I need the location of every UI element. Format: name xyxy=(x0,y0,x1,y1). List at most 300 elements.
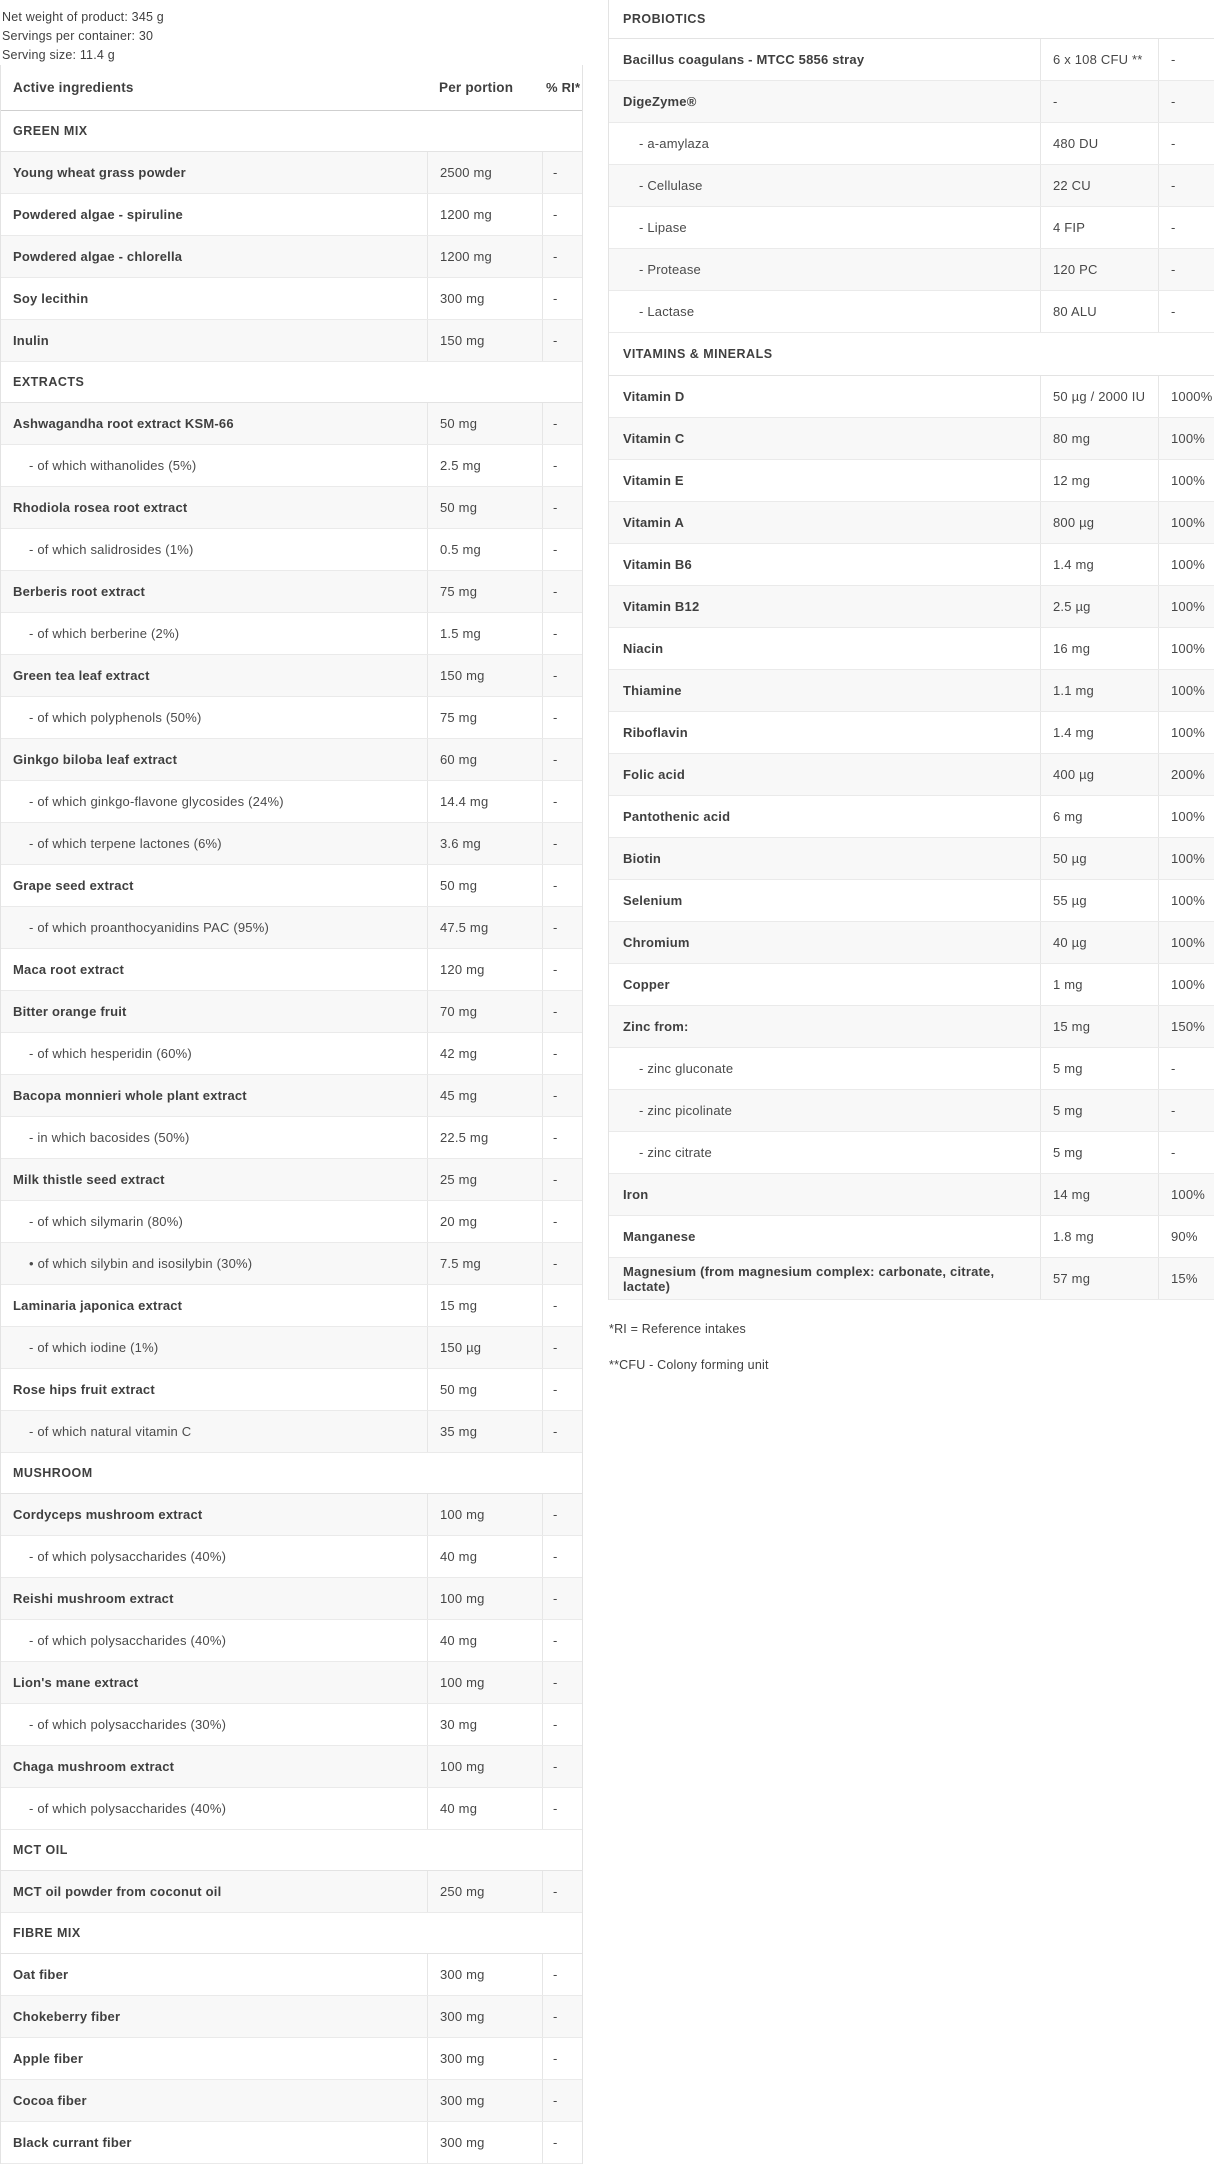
ri-value: - xyxy=(542,1954,582,1995)
ingredient-row xyxy=(1,1494,582,1536)
ri-value: 1000% xyxy=(1158,376,1214,417)
amount-value: 15 mg xyxy=(427,1285,542,1326)
ri-value: 90% xyxy=(1158,1216,1214,1257)
ingredient-subname: - of which polysaccharides (30%) xyxy=(29,1717,227,1732)
ingredient-name: Rose hips fruit extract xyxy=(13,1382,155,1397)
ingredient-row xyxy=(609,964,1214,1006)
amount-value: 50 mg xyxy=(427,865,542,906)
amount-value: 0.5 mg xyxy=(427,529,542,570)
ingredients-table-right xyxy=(608,0,1214,1394)
ingredient-subname: - of which terpene lactones (6%) xyxy=(29,836,222,851)
ingredient-row xyxy=(609,922,1214,964)
ingredient-subname: - Lactase xyxy=(639,304,695,319)
ri-value: 100% xyxy=(1158,964,1214,1005)
ingredient-row xyxy=(609,502,1214,544)
amount-value: 80 ALU xyxy=(1040,291,1158,332)
ri-value: - xyxy=(542,949,582,990)
ri-value: - xyxy=(1158,1090,1214,1131)
amount-value: 1200 mg xyxy=(427,236,542,277)
net-weight-text: Net weight of product: 345 g xyxy=(2,10,164,24)
ingredient-row xyxy=(609,754,1214,796)
ingredient-row xyxy=(1,1578,582,1620)
amount-value: 300 mg xyxy=(427,1954,542,1995)
ri-value: - xyxy=(542,865,582,906)
amount-value: 30 mg xyxy=(427,1704,542,1745)
ingredient-subname: - of which polysaccharides (40%) xyxy=(29,1633,227,1648)
amount-value: 16 mg xyxy=(1040,628,1158,669)
ri-value: - xyxy=(542,1536,582,1577)
column-header-ri: % RI* xyxy=(546,80,581,95)
amount-value: 300 mg xyxy=(427,2122,542,2163)
amount-value: 1 mg xyxy=(1040,964,1158,1005)
ri-value: - xyxy=(542,907,582,948)
right-sections-container xyxy=(609,0,1214,1300)
amount-value: 40 mg xyxy=(427,1620,542,1661)
ingredient-row xyxy=(1,1788,582,1830)
amount-value: 40 µg xyxy=(1040,922,1158,963)
ingredient-subname: - zinc gluconate xyxy=(639,1061,734,1076)
section-title: MCT OIL xyxy=(1,1830,582,1870)
ri-value: - xyxy=(542,152,582,193)
ingredient-row xyxy=(1,739,582,781)
ingredient-row xyxy=(1,236,582,278)
section-rows xyxy=(1,1953,582,2164)
servings-per-container-text: Servings per container: 30 xyxy=(2,29,154,43)
amount-value: 100 mg xyxy=(427,1578,542,1619)
ri-value: - xyxy=(542,1411,582,1452)
ri-value: 100% xyxy=(1158,712,1214,753)
ingredient-row xyxy=(609,1216,1214,1258)
ingredient-name: Zinc from: xyxy=(623,1019,689,1034)
amount-value: 100 mg xyxy=(427,1746,542,1787)
ingredient-row xyxy=(1,907,582,949)
section-title: VITAMINS & MINERALS xyxy=(609,333,1214,375)
ri-value: - xyxy=(542,1159,582,1200)
ri-value: - xyxy=(542,2080,582,2121)
amount-value: 1.5 mg xyxy=(427,613,542,654)
ingredient-row xyxy=(1,194,582,236)
ingredient-name: Milk thistle seed extract xyxy=(13,1172,165,1187)
ingredient-name: Green tea leaf extract xyxy=(13,668,150,683)
ri-value: - xyxy=(542,571,582,612)
ingredient-row xyxy=(1,949,582,991)
ri-value: - xyxy=(542,781,582,822)
section-rows xyxy=(1,151,582,362)
amount-value: 5 mg xyxy=(1040,1048,1158,1089)
amount-value: 70 mg xyxy=(427,991,542,1032)
column-header-per-portion: Per portion xyxy=(439,80,514,95)
serving-size-text: Serving size: 11.4 g xyxy=(2,48,115,62)
ri-value: 150% xyxy=(1158,1006,1214,1047)
ri-value: - xyxy=(1158,39,1214,80)
amount-value: 1.1 mg xyxy=(1040,670,1158,711)
ri-value: - xyxy=(542,487,582,528)
ri-value: 15% xyxy=(1158,1258,1214,1299)
amount-value: 480 DU xyxy=(1040,123,1158,164)
ingredient-name: Laminaria japonica extract xyxy=(13,1298,183,1313)
amount-value: 55 µg xyxy=(1040,880,1158,921)
amount-value: 60 mg xyxy=(427,739,542,780)
ri-value: - xyxy=(542,739,582,780)
amount-value: 2.5 µg xyxy=(1040,586,1158,627)
amount-value: 1.8 mg xyxy=(1040,1216,1158,1257)
amount-value: 75 mg xyxy=(427,571,542,612)
ingredient-name: Bitter orange fruit xyxy=(13,1004,127,1019)
ingredient-name: Black currant fiber xyxy=(13,2135,132,2150)
section-rows xyxy=(1,1870,582,1913)
ingredient-row xyxy=(1,1746,582,1788)
ri-value: - xyxy=(1158,1132,1214,1173)
amount-value: 150 mg xyxy=(427,320,542,361)
amount-value: 75 mg xyxy=(427,697,542,738)
ingredient-row xyxy=(609,207,1214,249)
ingredient-name: Apple fiber xyxy=(13,2051,84,2066)
ri-value: - xyxy=(1158,165,1214,206)
ingredient-name: DigeZyme® xyxy=(623,94,697,109)
amount-value: 50 mg xyxy=(427,1369,542,1410)
ingredient-name: Young wheat grass powder xyxy=(13,165,186,180)
amount-value: 300 mg xyxy=(427,2080,542,2121)
amount-value: 35 mg xyxy=(427,1411,542,1452)
ingredient-row xyxy=(1,1996,582,2038)
ingredient-row xyxy=(1,445,582,487)
ingredient-name: Bacillus coagulans - MTCC 5856 stray xyxy=(623,52,865,67)
footnote-ri: *RI = Reference intakes xyxy=(609,1322,746,1336)
ingredient-name: Chokeberry fiber xyxy=(13,2009,121,2024)
ingredient-subname: - of which iodine (1%) xyxy=(29,1340,159,1355)
ri-value: - xyxy=(1158,81,1214,122)
ingredient-row xyxy=(1,1159,582,1201)
product-meta xyxy=(0,0,583,65)
ri-value: - xyxy=(542,1620,582,1661)
ingredient-row xyxy=(1,655,582,697)
ingredient-row xyxy=(609,249,1214,291)
amount-value: 15 mg xyxy=(1040,1006,1158,1047)
ingredient-row xyxy=(609,1132,1214,1174)
ingredient-name: Lion's mane extract xyxy=(13,1675,139,1690)
ingredient-row xyxy=(1,487,582,529)
ri-value: 100% xyxy=(1158,418,1214,459)
ingredient-row xyxy=(1,1117,582,1159)
ingredient-name: Ginkgo biloba leaf extract xyxy=(13,752,178,767)
ri-value: - xyxy=(542,445,582,486)
ingredient-name: Reishi mushroom extract xyxy=(13,1591,174,1606)
ri-value: - xyxy=(542,278,582,319)
ingredient-name: Ashwagandha root extract KSM-66 xyxy=(13,416,234,431)
ingredient-row xyxy=(1,1411,582,1453)
ri-value: - xyxy=(542,1871,582,1912)
ingredient-row xyxy=(609,165,1214,207)
ri-value: - xyxy=(542,2122,582,2163)
amount-value: 25 mg xyxy=(427,1159,542,1200)
ingredient-subname: - of which berberine (2%) xyxy=(29,626,180,641)
amount-value: 22 CU xyxy=(1040,165,1158,206)
ingredient-name: Biotin xyxy=(623,851,662,866)
amount-value: 57 mg xyxy=(1040,1258,1158,1299)
ingredient-subname: - in which bacosides (50%) xyxy=(29,1130,190,1145)
ri-value: - xyxy=(542,1117,582,1158)
amount-value: 2500 mg xyxy=(427,152,542,193)
ri-value: 200% xyxy=(1158,754,1214,795)
ingredient-name: Niacin xyxy=(623,641,664,656)
ingredient-subname: - of which silymarin (80%) xyxy=(29,1214,184,1229)
ri-value: 100% xyxy=(1158,1174,1214,1215)
ingredient-row xyxy=(609,1048,1214,1090)
ingredient-name: Maca root extract xyxy=(13,962,125,977)
ri-value: - xyxy=(1158,249,1214,290)
amount-value: 6 x 108 CFU ** xyxy=(1040,39,1158,80)
ingredient-name: Cordyceps mushroom extract xyxy=(13,1507,203,1522)
ri-value: 100% xyxy=(1158,586,1214,627)
ingredient-row xyxy=(1,529,582,571)
ri-value: 100% xyxy=(1158,544,1214,585)
ingredient-subname: - of which ginkgo-flavone glycosides (24%) xyxy=(29,794,284,809)
ri-value: - xyxy=(542,1033,582,1074)
ingredient-subname: - of which withanolides (5%) xyxy=(29,458,197,473)
ri-value: - xyxy=(542,823,582,864)
ingredient-row xyxy=(609,1090,1214,1132)
ingredient-row xyxy=(1,2038,582,2080)
ingredient-name: Thiamine xyxy=(623,683,682,698)
ingredient-name: Soy lecithin xyxy=(13,291,89,306)
ingredient-name: Powdered algae - spiruline xyxy=(13,207,183,222)
ingredient-name: Cocoa fiber xyxy=(13,2093,87,2108)
ingredient-row xyxy=(609,376,1214,418)
section-title: PROBIOTICS xyxy=(609,0,1214,38)
ri-value: 100% xyxy=(1158,670,1214,711)
ingredient-row xyxy=(1,1327,582,1369)
ingredient-row xyxy=(609,123,1214,165)
ingredient-row xyxy=(609,291,1214,333)
ingredient-subname: - of which polysaccharides (40%) xyxy=(29,1801,227,1816)
ingredient-name: Grape seed extract xyxy=(13,878,134,893)
ingredient-subname: - of which salidrosides (1%) xyxy=(29,542,194,557)
ingredient-row xyxy=(1,1033,582,1075)
amount-value: 1200 mg xyxy=(427,194,542,235)
ingredient-row xyxy=(1,1704,582,1746)
amount-value: 1.4 mg xyxy=(1040,712,1158,753)
ingredient-row xyxy=(1,823,582,865)
ingredient-subname: - Cellulase xyxy=(639,178,703,193)
ingredient-name: Inulin xyxy=(13,333,49,348)
ingredient-name: Vitamin B6 xyxy=(623,557,692,572)
ingredient-row xyxy=(609,838,1214,880)
ri-value: - xyxy=(542,1788,582,1829)
ri-value: 100% xyxy=(1158,628,1214,669)
ri-value: - xyxy=(542,1662,582,1703)
ingredient-subname: - of which hesperidin (60%) xyxy=(29,1046,192,1061)
amount-value: - xyxy=(1040,81,1158,122)
ingredient-name: MCT oil powder from coconut oil xyxy=(13,1884,222,1899)
ri-value: - xyxy=(542,1075,582,1116)
amount-value: 2.5 mg xyxy=(427,445,542,486)
ingredient-row xyxy=(609,544,1214,586)
ingredient-name: Pantothenic acid xyxy=(623,809,731,824)
ingredient-name: Oat fiber xyxy=(13,1967,69,1982)
ingredient-row xyxy=(609,1174,1214,1216)
ingredient-row xyxy=(1,865,582,907)
amount-value: 50 mg xyxy=(427,487,542,528)
ingredient-name: Chaga mushroom extract xyxy=(13,1759,175,1774)
right-table-body xyxy=(608,0,1214,1300)
ri-value: - xyxy=(1158,207,1214,248)
amount-value: 40 mg xyxy=(427,1788,542,1829)
ingredient-row xyxy=(609,712,1214,754)
amount-value: 5 mg xyxy=(1040,1132,1158,1173)
ingredient-name: Powdered algae - chlorella xyxy=(13,249,183,264)
amount-value: 7.5 mg xyxy=(427,1243,542,1284)
amount-value: 14.4 mg xyxy=(427,781,542,822)
ingredient-row xyxy=(1,1620,582,1662)
ingredient-subname: - a-amylaza xyxy=(639,136,710,151)
section-title: EXTRACTS xyxy=(1,362,582,402)
amount-value: 120 PC xyxy=(1040,249,1158,290)
section-title: MUSHROOM xyxy=(1,1453,582,1493)
ri-value: - xyxy=(542,529,582,570)
ri-value: - xyxy=(1158,1048,1214,1089)
ri-value: - xyxy=(542,613,582,654)
ingredient-row xyxy=(1,320,582,362)
ingredient-row xyxy=(1,571,582,613)
ingredient-name: Manganese xyxy=(623,1229,696,1244)
amount-value: 12 mg xyxy=(1040,460,1158,501)
amount-value: 300 mg xyxy=(427,1996,542,2037)
ingredient-row xyxy=(609,1006,1214,1048)
amount-value: 45 mg xyxy=(427,1075,542,1116)
amount-value: 800 µg xyxy=(1040,502,1158,543)
ingredient-row xyxy=(609,670,1214,712)
footnote-cfu: **CFU - Colony forming unit xyxy=(609,1358,769,1372)
amount-value: 150 mg xyxy=(427,655,542,696)
amount-value: 47.5 mg xyxy=(427,907,542,948)
ingredient-name: Folic acid xyxy=(623,767,685,782)
ingredient-row xyxy=(1,152,582,194)
amount-value: 80 mg xyxy=(1040,418,1158,459)
ingredient-subname: - of which polysaccharides (40%) xyxy=(29,1549,227,1564)
amount-value: 22.5 mg xyxy=(427,1117,542,1158)
amount-value: 14 mg xyxy=(1040,1174,1158,1215)
ingredient-name: Vitamin A xyxy=(623,515,685,530)
ingredient-subname: - of which polyphenols (50%) xyxy=(29,710,202,725)
section-rows xyxy=(609,38,1214,333)
amount-value: 100 mg xyxy=(427,1662,542,1703)
ingredient-name: Berberis root extract xyxy=(13,584,146,599)
ri-value: - xyxy=(542,320,582,361)
amount-value: 6 mg xyxy=(1040,796,1158,837)
left-sections-container xyxy=(1,111,582,2164)
ri-value: - xyxy=(542,403,582,444)
ingredient-subname: - zinc citrate xyxy=(639,1145,712,1160)
section-title: FIBRE MIX xyxy=(1,1913,582,1953)
section-rows xyxy=(1,402,582,1453)
ingredient-row xyxy=(609,586,1214,628)
ri-value: 100% xyxy=(1158,922,1214,963)
ingredient-name: Vitamin C xyxy=(623,431,685,446)
ri-value: - xyxy=(542,1285,582,1326)
section-rows xyxy=(609,375,1214,1300)
ingredient-name: Copper xyxy=(623,977,670,992)
ri-value: - xyxy=(542,1327,582,1368)
amount-value: 100 mg xyxy=(427,1494,542,1535)
ingredient-row xyxy=(609,81,1214,123)
ingredient-row xyxy=(609,796,1214,838)
ingredient-subname: - of which proanthocyanidins PAC (95%) xyxy=(29,920,270,935)
ingredient-row xyxy=(1,991,582,1033)
ri-value: - xyxy=(542,194,582,235)
ingredient-name: Vitamin D xyxy=(623,389,685,404)
ri-value: - xyxy=(542,1201,582,1242)
amount-value: 120 mg xyxy=(427,949,542,990)
ri-value: - xyxy=(542,1704,582,1745)
amount-value: 300 mg xyxy=(427,278,542,319)
ri-value: - xyxy=(542,236,582,277)
ingredient-subname: - zinc picolinate xyxy=(639,1103,732,1118)
ingredient-row xyxy=(1,1871,582,1913)
amount-value: 50 µg xyxy=(1040,838,1158,879)
ingredient-row xyxy=(1,697,582,739)
ri-value: 100% xyxy=(1158,796,1214,837)
amount-value: 50 µg / 2000 IU xyxy=(1040,376,1158,417)
amount-value: 300 mg xyxy=(427,2038,542,2079)
ingredients-table-left xyxy=(0,0,583,2164)
amount-value: 250 mg xyxy=(427,1871,542,1912)
ingredient-row xyxy=(1,1285,582,1327)
ri-value: - xyxy=(542,697,582,738)
ingredient-row xyxy=(1,1954,582,1996)
amount-value: 3.6 mg xyxy=(427,823,542,864)
ingredient-row xyxy=(1,1243,582,1285)
ri-value: - xyxy=(542,1494,582,1535)
section-rows xyxy=(1,1493,582,1830)
ingredient-row xyxy=(1,781,582,823)
amount-value: 5 mg xyxy=(1040,1090,1158,1131)
ingredient-row xyxy=(1,613,582,655)
amount-value: 1.4 mg xyxy=(1040,544,1158,585)
ingredient-row xyxy=(609,880,1214,922)
ri-value: - xyxy=(542,1578,582,1619)
amount-value: 4 FIP xyxy=(1040,207,1158,248)
ri-value: - xyxy=(542,655,582,696)
ingredient-row xyxy=(609,1258,1214,1300)
ingredient-name: Bacopa monnieri whole plant extract xyxy=(13,1088,247,1103)
ingredient-name: Iron xyxy=(623,1187,649,1202)
ingredient-row xyxy=(1,1201,582,1243)
ri-value: - xyxy=(542,991,582,1032)
ingredient-row xyxy=(1,1369,582,1411)
column-header-active-ingredients: Active ingredients xyxy=(13,80,134,95)
ingredient-subname: - Lipase xyxy=(639,220,687,235)
ri-value: - xyxy=(542,1996,582,2037)
ingredient-row xyxy=(609,39,1214,81)
ri-value: - xyxy=(542,1243,582,1284)
ingredient-subname: - Protease xyxy=(639,262,701,277)
ingredient-row xyxy=(1,1536,582,1578)
amount-value: 42 mg xyxy=(427,1033,542,1074)
ingredient-row xyxy=(1,1075,582,1117)
ingredient-row xyxy=(1,1662,582,1704)
ingredient-subname: - of which natural vitamin C xyxy=(29,1424,192,1439)
ingredient-name: Magnesium (from magnesium complex: carbonate, citrate, lactate) xyxy=(623,1263,995,1294)
ingredient-name: Vitamin E xyxy=(623,473,684,488)
footnotes xyxy=(608,1300,1214,1372)
ingredient-row xyxy=(1,403,582,445)
ingredient-row xyxy=(609,418,1214,460)
ri-value: 100% xyxy=(1158,502,1214,543)
ingredient-name: Selenium xyxy=(623,893,683,908)
section-title: GREEN MIX xyxy=(1,111,582,151)
ri-value: - xyxy=(542,2038,582,2079)
ri-value: 100% xyxy=(1158,460,1214,501)
